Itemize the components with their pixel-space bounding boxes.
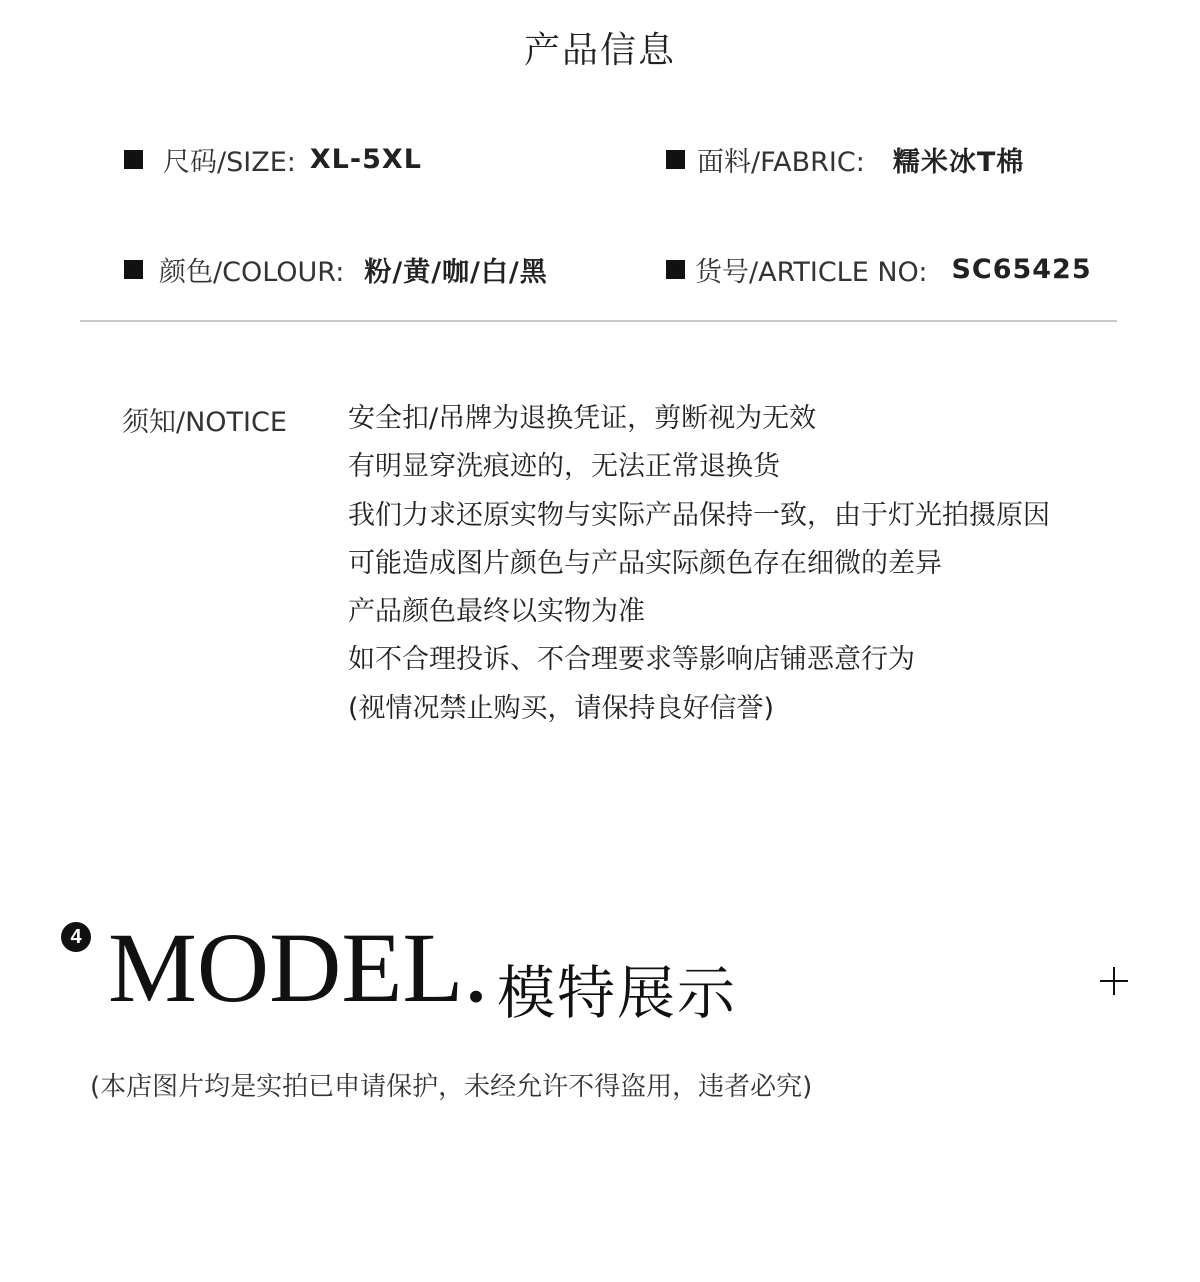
square-bullet-icon	[666, 150, 685, 169]
copyright-notice: (本店图片均是实拍已申请保护，未经允许不得盗用，违者必究)	[90, 1072, 813, 1102]
spec-article	[666, 249, 1092, 289]
section-number-badge: 4	[61, 922, 91, 952]
notice-line: 可能造成图片颜色与产品实际颜色存在细微的差异	[348, 547, 942, 579]
spec-colour-label: 颜色/COLOUR:	[159, 256, 345, 288]
square-bullet-icon	[124, 150, 143, 169]
spec-fabric	[666, 139, 1024, 179]
spec-colour-value: 粉/黄/咖/白/黑	[364, 256, 548, 288]
spec-fabric-label: 面料/FABRIC:	[697, 146, 865, 178]
divider	[80, 320, 1117, 322]
notice-list	[348, 395, 1050, 733]
notice-line: 安全扣/吊牌为退换凭证，剪断视为无效	[348, 403, 817, 434]
notice-label: 须知/NOTICE	[122, 407, 287, 438]
section-title-en: MODEL.	[108, 912, 489, 1023]
spec-colour	[124, 249, 548, 289]
spec-fabric-value: 糯米冰T棉	[892, 146, 1025, 178]
notice-line: 有明显穿洗痕迹的，无法正常退换货	[348, 451, 780, 483]
page-title: 产品信息	[523, 30, 676, 71]
section-title-cn: 模特展示	[497, 959, 738, 1027]
notice-line: 如不合理投诉、不合理要求等影响店铺恶意行为	[348, 644, 915, 676]
notice-line: (视情况禁止购买，请保持良好信誉)	[348, 692, 775, 724]
notice-line: 产品颜色最终以实物为准	[348, 596, 645, 628]
spec-size-label: 尺码/SIZE:	[163, 146, 296, 178]
square-bullet-icon	[666, 260, 685, 279]
spec-article-label: 货号/ARTICLE NO:	[695, 256, 928, 288]
spec-size-value: XL-5XL	[309, 143, 422, 175]
plus-icon[interactable]	[1100, 967, 1128, 995]
notice-line: 我们力求还原实物与实际产品保持一致，由于灯光拍摄原因	[348, 499, 1050, 531]
spec-article-value: SC65425	[951, 253, 1092, 285]
spec-size	[124, 139, 422, 179]
square-bullet-icon	[124, 260, 143, 279]
